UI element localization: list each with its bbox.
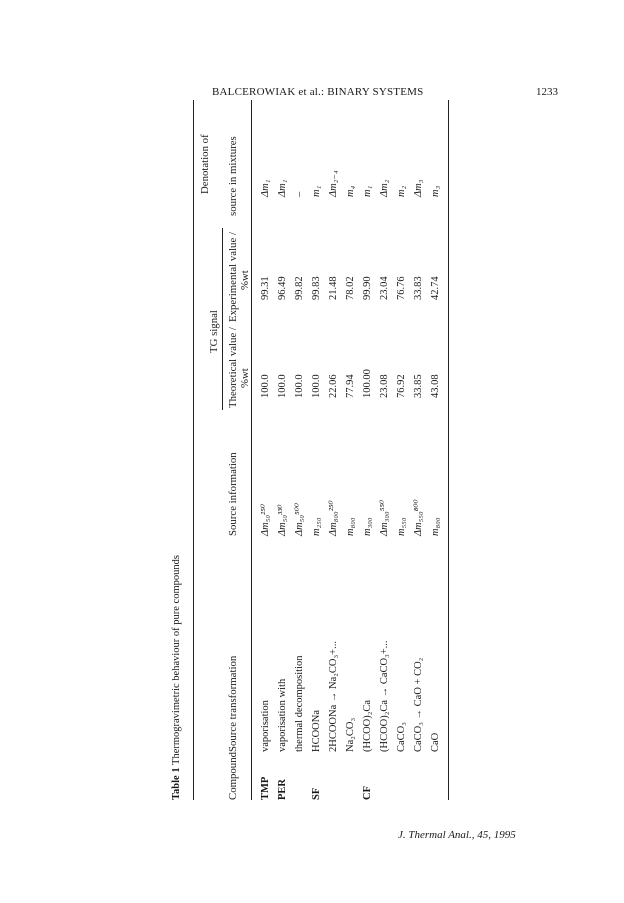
cell-transformation: thermal decomposition [294,655,305,752]
cell-transformation: CaCO₃ [396,722,407,752]
cell-experimental: 23.04 [379,276,390,300]
header-rule [251,100,252,800]
header-experimental: Experimental value / [227,232,239,322]
cell-denotation: – [294,191,305,197]
header-denotation-1: Denotation of [199,134,211,194]
cell-transformation: HCOONa [311,710,322,752]
table-row [310,100,324,800]
cell-theoretical: 100.00 [362,369,373,398]
table-row [361,100,375,800]
cell-source-info: Δm₅₀³³⁰ [277,504,288,536]
table-row [293,100,307,800]
table-row [429,100,443,800]
cell-compound: SF [311,787,322,800]
cell-source-info: Δm₃₀₀⁵⁵⁰ [379,499,390,536]
cell-theoretical: 100.0 [294,374,305,398]
cell-transformation: CaO [430,732,441,752]
cell-experimental: 99.31 [260,276,271,300]
cell-denotation: Δm₁ [277,179,288,197]
cell-compound: TMP [260,776,271,800]
bottom-rule [448,100,449,800]
cell-source-info: m₈₀₀ [345,517,356,536]
cell-experimental: 99.82 [294,276,305,300]
table-caption-text: Thermogravimetric behaviour of pure compounds [171,555,182,765]
cell-denotation: Δm₃ [413,179,424,197]
cell-source-info: Δm₅₅₀⁸⁰⁰ [413,499,424,536]
table-row [276,100,290,800]
cell-theoretical: 43.08 [430,374,441,398]
cell-theoretical: 77.94 [345,374,356,398]
cell-transformation: CaCO₃ → CaO + CO₂ [413,657,424,752]
cell-experimental: 42.74 [430,276,441,300]
table-row [344,100,358,800]
cell-experimental: 33.83 [413,276,424,300]
cell-theoretical: 100.0 [311,374,322,398]
cell-source-info: m₂₅₀ [311,517,322,536]
cell-compound: PER [277,779,288,800]
cell-transformation: (HCOO)₂Ca → CaCO₃+... [379,640,390,752]
cell-denotation: m₁ [311,185,322,197]
tg-group-rule [222,228,223,410]
header-transformation: Source transformation [227,655,239,752]
cell-theoretical: 100.0 [260,374,271,398]
cell-denotation: Δm₂₋₄ [328,170,339,197]
cell-experimental: 76.76 [396,276,407,300]
cell-experimental: 99.90 [362,276,373,300]
table-row [327,100,341,800]
cell-experimental: 21.48 [328,276,339,300]
group-header-tg: TG signal [208,310,220,353]
cell-theoretical: 22.06 [328,374,339,398]
cell-source-info: Δm₅₀⁵⁰⁰ [294,502,305,536]
header-theoretical-unit: %wt [239,368,251,388]
cell-source-info: Δm₈₀₀²⁵⁰ [328,500,339,536]
cell-transformation: Na₂CO₃ [345,717,356,752]
table-caption-label: Table 1 [171,767,182,800]
cell-experimental: 96.49 [277,276,288,300]
table-row [378,100,392,800]
cell-experimental: 99.83 [311,276,322,300]
header-denotation-2: source in mixtures [227,136,239,216]
table-row [259,100,273,800]
cell-compound: CF [362,786,373,800]
cell-transformation: 2HCOONa → Na₂CO₃+... [328,641,339,752]
table-caption [171,555,182,800]
cell-theoretical: 76.92 [396,374,407,398]
cell-source-info: Δm₅₀²⁵⁰ [260,503,271,536]
cell-transformation: (HCOO)₂Ca [362,699,373,752]
cell-theoretical: 33.85 [413,374,424,398]
cell-theoretical: 23.08 [379,374,390,398]
cell-denotation: m₂ [396,185,407,197]
header-theoretical: Theoretical value / [227,327,239,408]
table-row [412,100,426,800]
running-title: BALCEROWIAK et al.: BINARY SYSTEMS [212,86,424,98]
cell-transformation: vaporisation with [277,678,288,752]
cell-denotation: m₄ [345,185,356,197]
cell-source-info: m₈₀₀ [430,517,441,536]
top-rule [193,100,194,800]
cell-theoretical: 100.0 [277,374,288,398]
cell-denotation: m₃ [430,185,441,197]
cell-denotation: m₁ [362,185,373,197]
table-row [395,100,409,800]
cell-denotation: Δm₁ [260,179,271,197]
rotated-table-block [171,100,461,800]
cell-source-info: m₅₅₀ [396,517,407,536]
header-experimental-unit: %wt [239,270,251,290]
cell-denotation: Δm₂ [379,179,390,197]
journal-footer: J. Thermal Anal., 45, 1995 [398,829,516,841]
cell-source-info: m₃₀₀ [362,517,373,536]
header-source-info: Source information [227,452,239,536]
cell-transformation: vaporisation [260,700,271,752]
header-compound: Compound [227,752,239,800]
cell-experimental: 78.02 [345,276,356,300]
page-number: 1233 [536,86,558,98]
